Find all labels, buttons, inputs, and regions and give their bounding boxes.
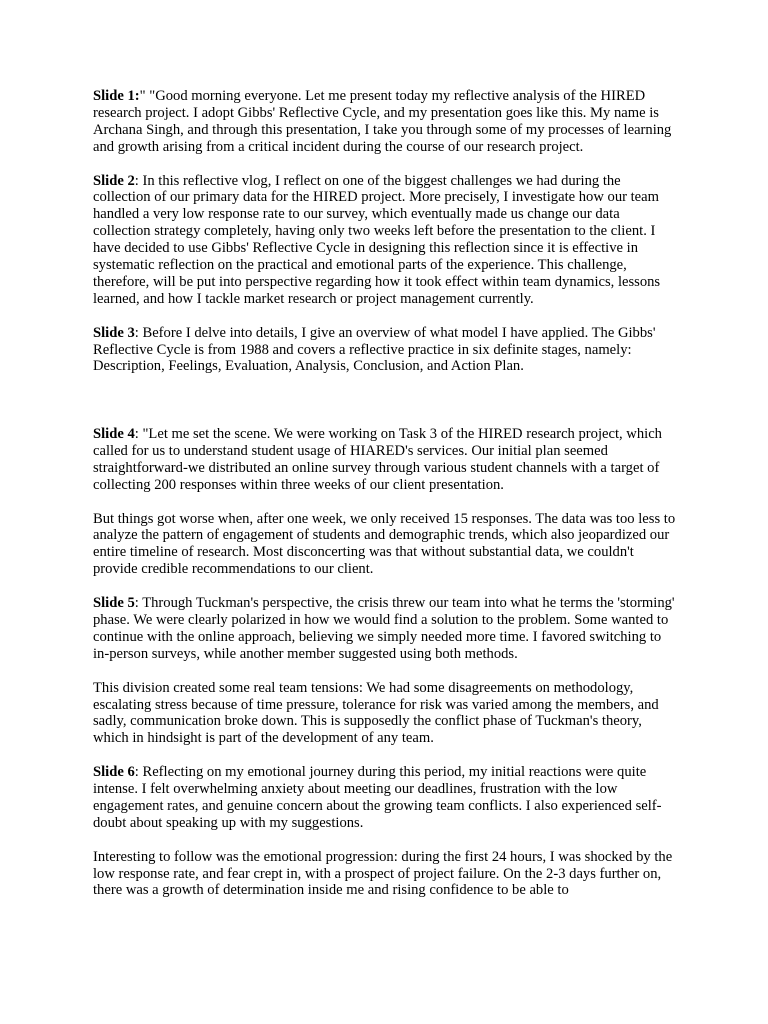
paragraph-text: Interesting to follow was the emotional progression: during the first 24 hours, I was shocked by the low response rate, and fear crept in, with a prospect of project failure. On the 2-3 days further on, there was a growth of determination inside me and rising confidence to be able to [93,848,673,899]
slide-label: Slide 4 [93,426,135,443]
paragraph-text: " "Good morning everyone. Let me present today my reflective analysis of the HIRED research project. I adopt Gibbs' Reflective Cycle, and my presentation goes like this. My name is Archana Singh, and through this presentation, I take you through some of my processes of learning and growth arising from a critical incident during the course of our research project. [93,88,672,155]
paragraph-text: : Before I delve into details, I give an overview of what model I have applied. The Gibbs' Reflective Cycle is from 1988 and covers a reflective practice in six definite stages, namely: Description, Feelings, Evaluation, Analysis, Conclusion, and Action Plan. [93,324,656,375]
document-page [93,88,678,916]
paragraph-slide-5 [93,595,678,663]
paragraph-text: But things got worse when, after one week, we only received 15 responses. The data was too less to analyze the pattern of engagement of students and demographic trends, which also jeopardized our entire timeline of research. Most disconcerting was that without substantial data, we couldn't provide credible recommendations to our client. [93,510,676,578]
paragraph-text: This division created some real team tensions: We had some disagreements on methodology, escalating stress because of time pressure, tolerance for risk was varied among the members, and sadly, communication broke down. This is supposedly the conflict phase of Tuckman's theory, which in hindsight is part of the development of any team. [93,679,659,747]
paragraph-text: : Through Tuckman's perspective, the crisis threw our team into what he terms the 'storming' phase. We were clearly polarized in how we would find a solution to the problem. Some wanted to continue with the online approach, believing we simply needed more time. I favored switching to in-person surveys, while another member suggested using both methods. [93,595,675,662]
paragraph-slide-1 [93,88,678,156]
paragraph-slide-4 [93,426,678,494]
paragraph-slide-4-continued [93,511,678,579]
slide-label: Slide 6 [93,764,135,781]
paragraph-slide-2 [93,173,678,308]
paragraph-text: : "Let me set the scene. We were working on Task 3 of the HIRED research project, which called for us to understand student usage of HIARED's services. Our initial plan seemed straightforward-we distributed an online survey through various student channels with a target of collecting 200 responses within three weeks of our client presentation. [93,426,662,493]
slide-label: Slide 3 [93,324,135,341]
paragraph-text: : Reflecting on my emotional journey during this period, my initial reactions were quite intense. I felt overwhelming anxiety about meeting our deadlines, frustration with the low engagement rates, and genuine concern about the growing team conflicts. I also experienced self-doubt about speaking up with my suggestions. [93,764,662,831]
slide-label: Slide 5 [93,595,135,612]
paragraph-slide-3 [93,325,678,376]
paragraph-slide-6-continued [93,849,678,900]
paragraph-slide-6 [93,764,678,832]
paragraph-text: : In this reflective vlog, I reflect on one of the biggest challenges we had during the collection of our primary data for the HIRED project. More precisely, I investigate how our team handled a very low response rate to our survey, which eventually made us change our data collection strategy completely, having only two weeks left before the presentation to the client. I have decided to use Gibbs' Reflective Cycle in designing this reflection since it is effective in systematic reflection on the practical and emotional parts of the experience. This challenge, therefore, will be put into perspective regarding how it took effect within team dynamics, lessons learned, and how I tackle market research or project management currently. [93,172,661,307]
slide-label: Slide 1: [93,88,140,104]
slide-label: Slide 2 [93,172,135,189]
paragraph-slide-5-continued [93,680,678,748]
